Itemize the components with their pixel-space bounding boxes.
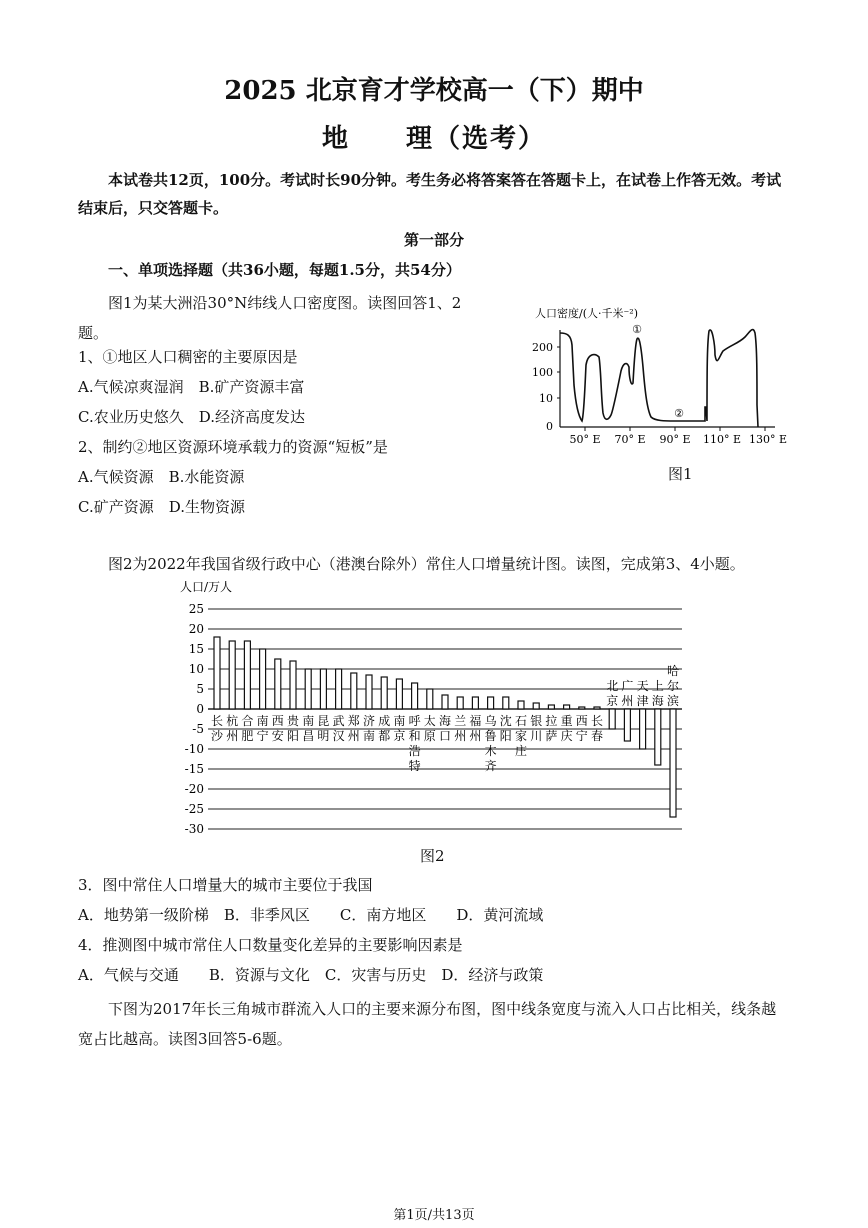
fig2-category-label: 宁 [575,729,588,743]
fig2-ytick: 15 [188,642,204,656]
fig2-category-label: 明 [317,729,330,743]
fig2-category-label: 鲁 [484,729,497,743]
fig2-category-label: 州 [226,729,239,743]
fig2-bar [579,707,585,709]
fig1-xtick-90e: 90° E [659,433,691,446]
fig1-ytick-0: 0 [546,420,553,433]
fig2-category-label: 庄 [514,744,528,758]
fig2-category-label: 天 [636,679,649,693]
fig2-bar [351,673,357,709]
fig2-bar [214,637,220,709]
fig2-category-label: 兰 [454,714,467,728]
fig2-category-label: 南 [302,714,315,728]
figure3-intro: 下图为2017年长三角城市群流入人口的主要来源分布图，图中线条宽度与流入人口占比相关，线条越宽占比越高。读图3回答5-6题。 [78,1000,777,1048]
fig2-bar [320,669,326,709]
exam-title: 2025 北京育才学校高一（下）期中 [224,76,644,106]
fig2-category-label: 长 [210,714,224,728]
fig1-ylabel: 人口密度/(人·千米⁻²) [535,307,639,320]
fig2-category-label: 北 [606,679,619,693]
fig2-ytick: -15 [184,762,204,776]
fig1-marker-1: ① [632,323,642,336]
fig2-category-label: 武 [332,714,345,728]
question-4-options: A．气候与交通 B．资源与文化 C．灾害与历史 D．经济与政策 [78,966,544,984]
fig2-ytick: -10 [184,742,204,756]
fig2-category-label: 重 [560,714,573,728]
fig2-category-label: 银 [530,714,543,728]
fig2-category-label: 拉 [545,714,558,728]
fig2-category-label: 济 [362,714,376,728]
question-3-stem: 3．图中常住人口增量大的城市主要位于我国 [78,876,373,894]
fig2-category-label: 石 [514,714,528,728]
question-3-options: A．地势第一级阶梯 B．非季风区 C．南方地区 D．黄河流域 [78,906,544,924]
fig1-density-curve [560,330,758,427]
fig2-category-label: 齐 [484,759,497,773]
fig2-bar [381,677,387,709]
fig2-ylabel: 人口/万人 [180,580,233,594]
fig2-category-label: 州 [347,729,360,743]
fig2-bar [427,689,433,709]
fig1-marker-2: ② [674,407,684,420]
fig2-ytick: 25 [188,602,204,616]
fig2-category-label: 哈 [666,664,680,678]
fig2-category-label: 州 [469,729,482,743]
fig2-category-label: 西 [575,714,588,728]
fig2-ytick: -25 [184,802,204,816]
fig2-category-label: 安 [271,729,284,743]
fig2-ytick: 0 [196,702,204,716]
fig2-category-label: 阳 [286,729,300,743]
fig2-category-label: 长 [590,714,604,728]
figure2-caption: 图2 [420,847,445,865]
fig2-bar [366,675,372,709]
fig2-category-label: 春 [590,729,604,743]
fig2-bar [275,659,281,709]
fig2-category-label: 南 [393,714,406,728]
fig1-xtick-110e: 110° E [702,433,742,446]
fig2-bar [548,705,554,709]
fig2-category-label: 昆 [317,714,330,728]
subject-title: 地 理（选考） [321,124,546,154]
fig2-category-label: 浩 [408,744,421,758]
fig2-bar [305,669,311,709]
fig2-category-label: 阳 [499,729,512,743]
fig2-bar [503,697,509,709]
fig2-bar [640,709,646,749]
question-2-options-ab: A.气候资源 B.水能资源 [78,468,245,486]
page-footer: 第1页/共13页 [393,1208,475,1223]
fig2-category-label: 广 [621,679,634,693]
fig2-bar [488,697,494,709]
fig2-bar [670,709,676,817]
figure2-intro: 图2为2022年我国省级行政中心（港澳台除外）常住人口增量统计图。读图，完成第3、4小题。 [108,555,745,573]
fig2-bar [472,697,478,709]
fig2-category-label: 南 [362,729,376,743]
fig2-ytick: -20 [184,782,204,796]
fig2-category-label: 州 [454,729,467,743]
fig1-xtick-70e: 70° E [614,433,646,446]
fig2-category-label: 萨 [545,729,558,743]
fig2-ytick: 20 [188,622,204,636]
fig2-category-label: 宁 [256,729,269,743]
population-change-chart [170,575,700,840]
fig2-category-label: 昌 [302,729,315,743]
fig2-bar [244,641,250,709]
fig2-category-label: 木 [484,744,497,758]
question-4-stem: 4．推测图中城市常住人口数量变化差异的主要影响因素是 [78,936,463,954]
fig2-category-label: 京 [393,729,406,743]
fig2-bar [290,661,296,709]
fig2-bar [260,649,266,709]
fig2-ytick: 10 [188,662,204,676]
fig2-bar [518,701,524,709]
fig2-category-label: 海 [438,714,452,728]
fig2-category-label: 家 [514,729,528,743]
fig2-bar [564,705,570,709]
fig2-category-label: 贵 [286,714,300,728]
fig2-category-label: 汉 [332,729,345,743]
fig2-category-label: 滨 [666,694,680,708]
fig1-xtick-130e: 130° E [748,433,788,446]
part-heading: 第一部分 [403,231,464,249]
fig2-category-label: 乌 [484,714,497,728]
population-density-chart [525,305,795,490]
fig2-category-label: 海 [651,694,664,708]
fig1-ytick-10: 10 [539,392,553,405]
fig2-category-label: 合 [241,714,254,728]
fig2-category-label: 郑 [347,714,360,728]
fig2-category-label: 川 [530,729,543,743]
fig1-ytick-100: 100 [532,366,553,379]
fig2-bar [396,679,402,709]
fig2-category-label: 庆 [560,729,573,743]
question-1-options-ab: A.气候凉爽湿润 B.矿产资源丰富 [78,378,305,396]
fig2-bar [655,709,661,765]
fig1-xtick-50e: 50° E [569,433,601,446]
question-2-options-cd: C.矿产资源 D.生物资源 [78,498,245,516]
fig2-bar [229,641,235,709]
fig2-category-label: 京 [606,694,619,708]
fig2-category-label: 沈 [499,714,512,728]
fig2-bar [609,709,615,729]
fig2-category-label: 福 [469,714,482,728]
fig2-category-label: 特 [408,759,421,773]
fig2-category-label: 都 [378,729,391,743]
question-1-options-cd: C.农业历史悠久 D.经济高度发达 [78,408,305,426]
fig2-category-label: 肥 [241,729,254,743]
fig2-bar [442,695,448,709]
fig2-category-label: 杭 [226,714,239,728]
fig2-ytick: -30 [184,822,204,836]
fig2-ytick: -5 [192,722,204,736]
fig2-bar [594,707,600,709]
fig2-category-label: 州 [621,694,634,708]
exam-instructions: 本试卷共12页，100分。考试时长90分钟。考生务必将答案答在答题卡上，在试卷上作答无效。考试结束后，只交答题卡。 [78,171,782,217]
fig1-ytick-200: 200 [532,341,553,354]
question-1-stem: 1、①地区人口稠密的主要原因是 [78,348,298,366]
fig2-bar [412,683,418,709]
fig2-bar [624,709,630,741]
fig2-category-label: 津 [636,694,649,708]
figure1-caption: 图1 [668,465,693,483]
fig2-bar [336,669,342,709]
fig2-category-label: 呼 [408,714,421,728]
fig2-category-label: 口 [438,729,452,743]
fig2-bar [457,697,463,709]
fig2-ytick: 5 [196,682,204,696]
fig2-category-label: 尔 [666,679,680,693]
fig2-category-label: 西 [271,714,284,728]
fig2-category-label: 原 [423,729,436,743]
fig2-category-label: 南 [256,714,269,728]
figure1-intro: 图1为某大洲沿30°N纬线人口密度图。读图回答1、2题。 [78,294,462,342]
section-heading: 一、单项选择题（共36小题，每题1.5分，共54分） [108,261,461,279]
fig2-category-label: 沙 [210,729,224,743]
fig2-category-label: 上 [651,679,664,693]
fig2-category-label: 成 [378,714,391,728]
question-2-stem: 2、制约②地区资源环境承载力的资源“短板”是 [78,438,388,456]
fig2-category-label: 太 [423,714,436,728]
fig2-category-label: 和 [408,729,421,743]
fig2-bar [533,703,539,709]
